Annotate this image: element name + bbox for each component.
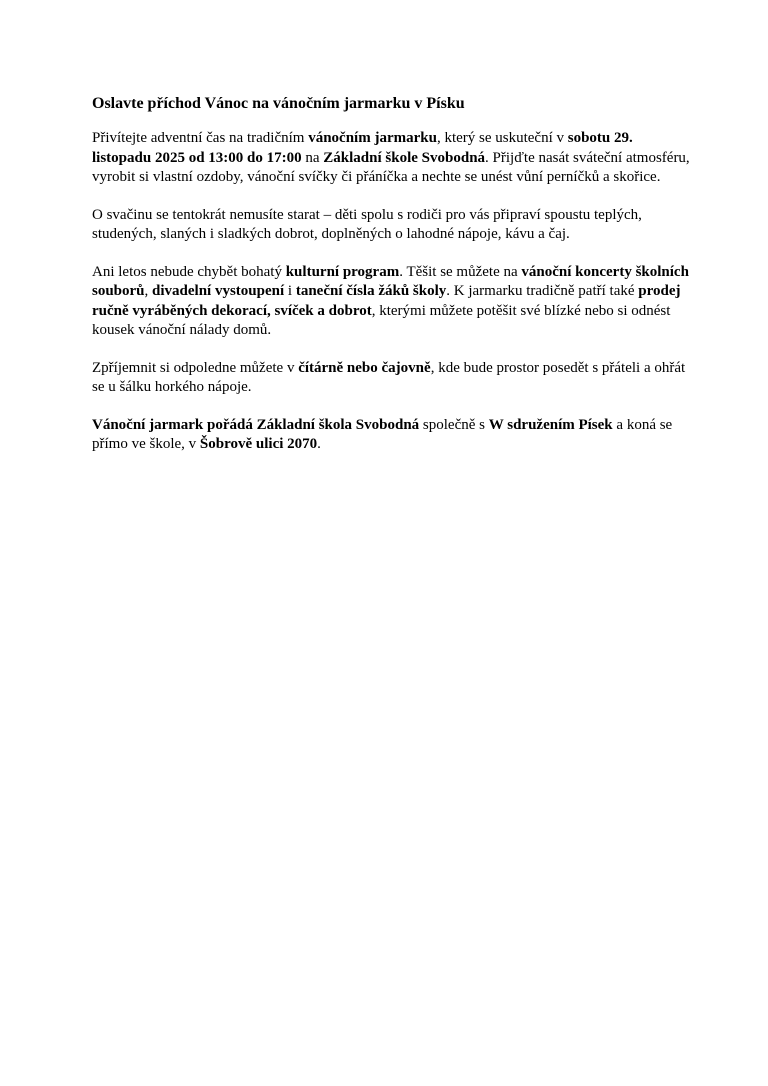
text: i [284, 283, 296, 299]
text: . K jarmarku tradičně patří také [446, 283, 639, 299]
text: , který se uskuteční v [436, 130, 568, 146]
text: Ani letos nebude chybět bohatý [92, 263, 286, 280]
bold-text: vánočním jarmarku [308, 130, 437, 146]
text: společně s [419, 416, 489, 433]
text: O svačinu se tentokrát nemusíte starat – děti spolu s rodiči pro vás připraví spoustu teplých, studených, slaných i sladkých dobrot, doplněných o lahodné nápoje, kávu a čaj. [92, 206, 642, 242]
bold-text: taneční čísla žáků školy [295, 283, 447, 299]
text: , [144, 283, 153, 299]
event-venue: Základní škole Svobodná [323, 149, 486, 166]
document-title: Oslavte příchod Vánoc na vánočním jarmarku v Písku [92, 95, 465, 112]
bold-text: Vánoční jarmark pořádá Základní škola Svobodná [92, 416, 420, 433]
text: . Přijďte nasát sváteční atmosféru, vyrobit si vlastní ozdoby, vánoční svíčky či přáníčka a nechte se unést vůní perníčků a skořice. [92, 149, 690, 185]
paragraph-snacks [92, 206, 692, 245]
text: a koná se přímo ve škole, v [92, 416, 673, 452]
event-date-time: sobotu 29. listopadu 2025 od 13:00 do 17:00 [92, 130, 633, 166]
bold-text: čítárně nebo čajovně [298, 359, 431, 376]
bold-text: vánoční koncerty školních souborů [92, 263, 689, 299]
text: na [301, 149, 324, 166]
event-address: Šobrově ulici 2070 [199, 436, 318, 452]
paragraph-program [92, 263, 692, 341]
paragraph-organizers [92, 416, 692, 455]
paragraph-reading-room [92, 359, 692, 398]
text: . [317, 436, 321, 452]
bold-text: kulturní program [285, 263, 400, 280]
bold-text: divadelní vystoupení [152, 283, 285, 299]
paragraph-intro [92, 129, 692, 188]
text: , kterými můžete potěšit své blízké nebo si odnést kousek vánoční nálady domů. [92, 302, 671, 338]
bold-text: W sdružením Písek [488, 416, 613, 433]
text: . Těšit se můžete na [399, 263, 522, 280]
text: Zpříjemnit si odpoledne můžete v [92, 359, 299, 376]
document-page [92, 94, 692, 473]
text: Přivítejte adventní čas na tradičním [92, 130, 309, 146]
bold-text: prodej ručně vyráběných dekorací, svíček a dobrot [92, 283, 681, 319]
text: , kde bude prostor posedět s přáteli a ohřát se u šálku horkého nápoje. [92, 359, 686, 395]
